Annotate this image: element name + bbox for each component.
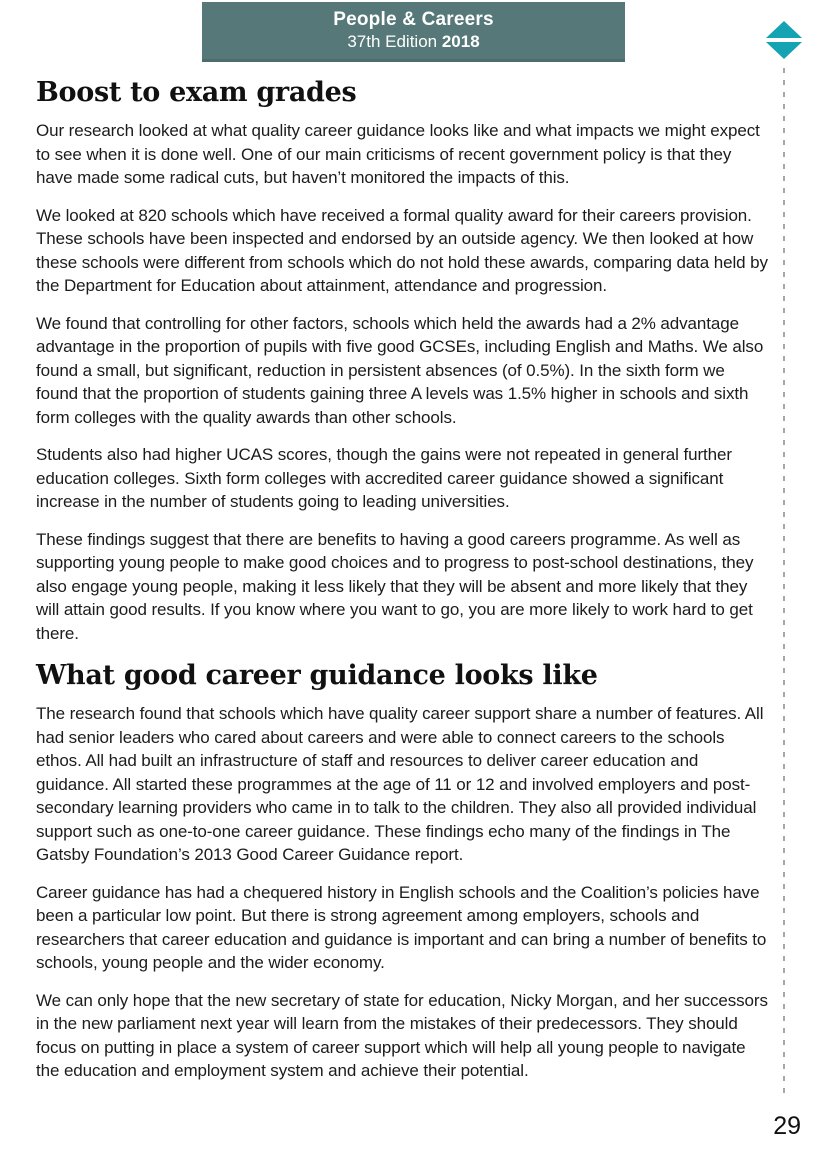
publication-title: People & Careers bbox=[333, 9, 494, 30]
section-heading-what-good-career-guidance-looks-like: What good career guidance looks like bbox=[36, 660, 598, 691]
paragraph: These findings suggest that there are benefits to having a good careers programme. As well as supporting young people to make good choices and to progress to post-school destinations, they also engage young people, making it less likely that they will be absent and more likely that they will attain good results. If you know where you want to go, you are more likely to work hard to get there. bbox=[36, 529, 754, 643]
article-content bbox=[36, 76, 768, 1097]
triangle-up-icon bbox=[766, 21, 802, 38]
dashed-margin-line bbox=[783, 68, 785, 1096]
triangle-down-icon bbox=[766, 42, 802, 59]
paragraph: We looked at 820 schools which have received a formal quality award for their careers provision. These schools have been inspected and endorsed by an outside agency. We then looked at how these schools were different from schools which do not hold these awards, comparing data held by the Department for Education about attainment, attendance and progression. bbox=[36, 205, 768, 295]
paragraph: We found that controlling for other factors, schools which held the awards had a 2% advantage advantage in the proportion of pupils with five good GCSEs, including English and Maths. We also found a small, but significant, reduction in persistent absences (of 0.5%). In the sixth form we found that the proportion of students gaining three A levels was 1.5% higher in schools and sixth form colleges with the quality awards than other schools. bbox=[36, 313, 764, 427]
paragraph: We can only hope that the new secretary of state for education, Nicky Morgan, and her successors in the new parliament next year will learn from the mistakes of their predecessors. They should focus on putting in place a system of career support which will help all young people to navigate the education and employment system and achieve their potential. bbox=[36, 990, 768, 1080]
paragraph: Our research looked at what quality career guidance looks like and what impacts we might expect to see when it is done well. One of our main criticisms of recent government policy is that they have made some radical cuts, but haven’t monitored the impacts of this. bbox=[36, 121, 760, 187]
header-banner bbox=[202, 2, 625, 62]
edition-line bbox=[202, 32, 625, 52]
paragraph: The research found that schools which have quality career support share a number of features. All had senior leaders who cared about careers and were able to connect careers to the schools ethos. All had built an infrastructure of staff and resources to deliver career education and guidance. All started these programmes at the age of 11 or 12 and involved employers and post-secondary learning providers who came in to talk to the children. They also all provided individual support such as one-to-one career guidance. These findings echo many of the findings in The Gatsby Foundation’s 2013 Good Career Guidance report. bbox=[36, 704, 764, 864]
paragraph: Students also had higher UCAS scores, though the gains were not repeated in general further education colleges. Sixth form colleges with accredited career guidance showed a significant increase in the number of students going to leading universities. bbox=[36, 445, 732, 511]
diamond-up-down-icon bbox=[766, 21, 802, 59]
edition-label: 37th Edition bbox=[347, 32, 438, 51]
page-number: 29 bbox=[773, 1112, 801, 1140]
section-heading-boost-to-exam-grades: Boost to exam grades bbox=[36, 77, 357, 108]
paragraph: Career guidance has had a chequered history in English schools and the Coalition’s policies have been a particular low point. But there is strong agreement among employers, schools and researchers that career education and guidance is important and can bring a number of benefits to schools, young people and the wider economy. bbox=[36, 882, 767, 972]
edition-year: 2018 bbox=[441, 32, 480, 51]
